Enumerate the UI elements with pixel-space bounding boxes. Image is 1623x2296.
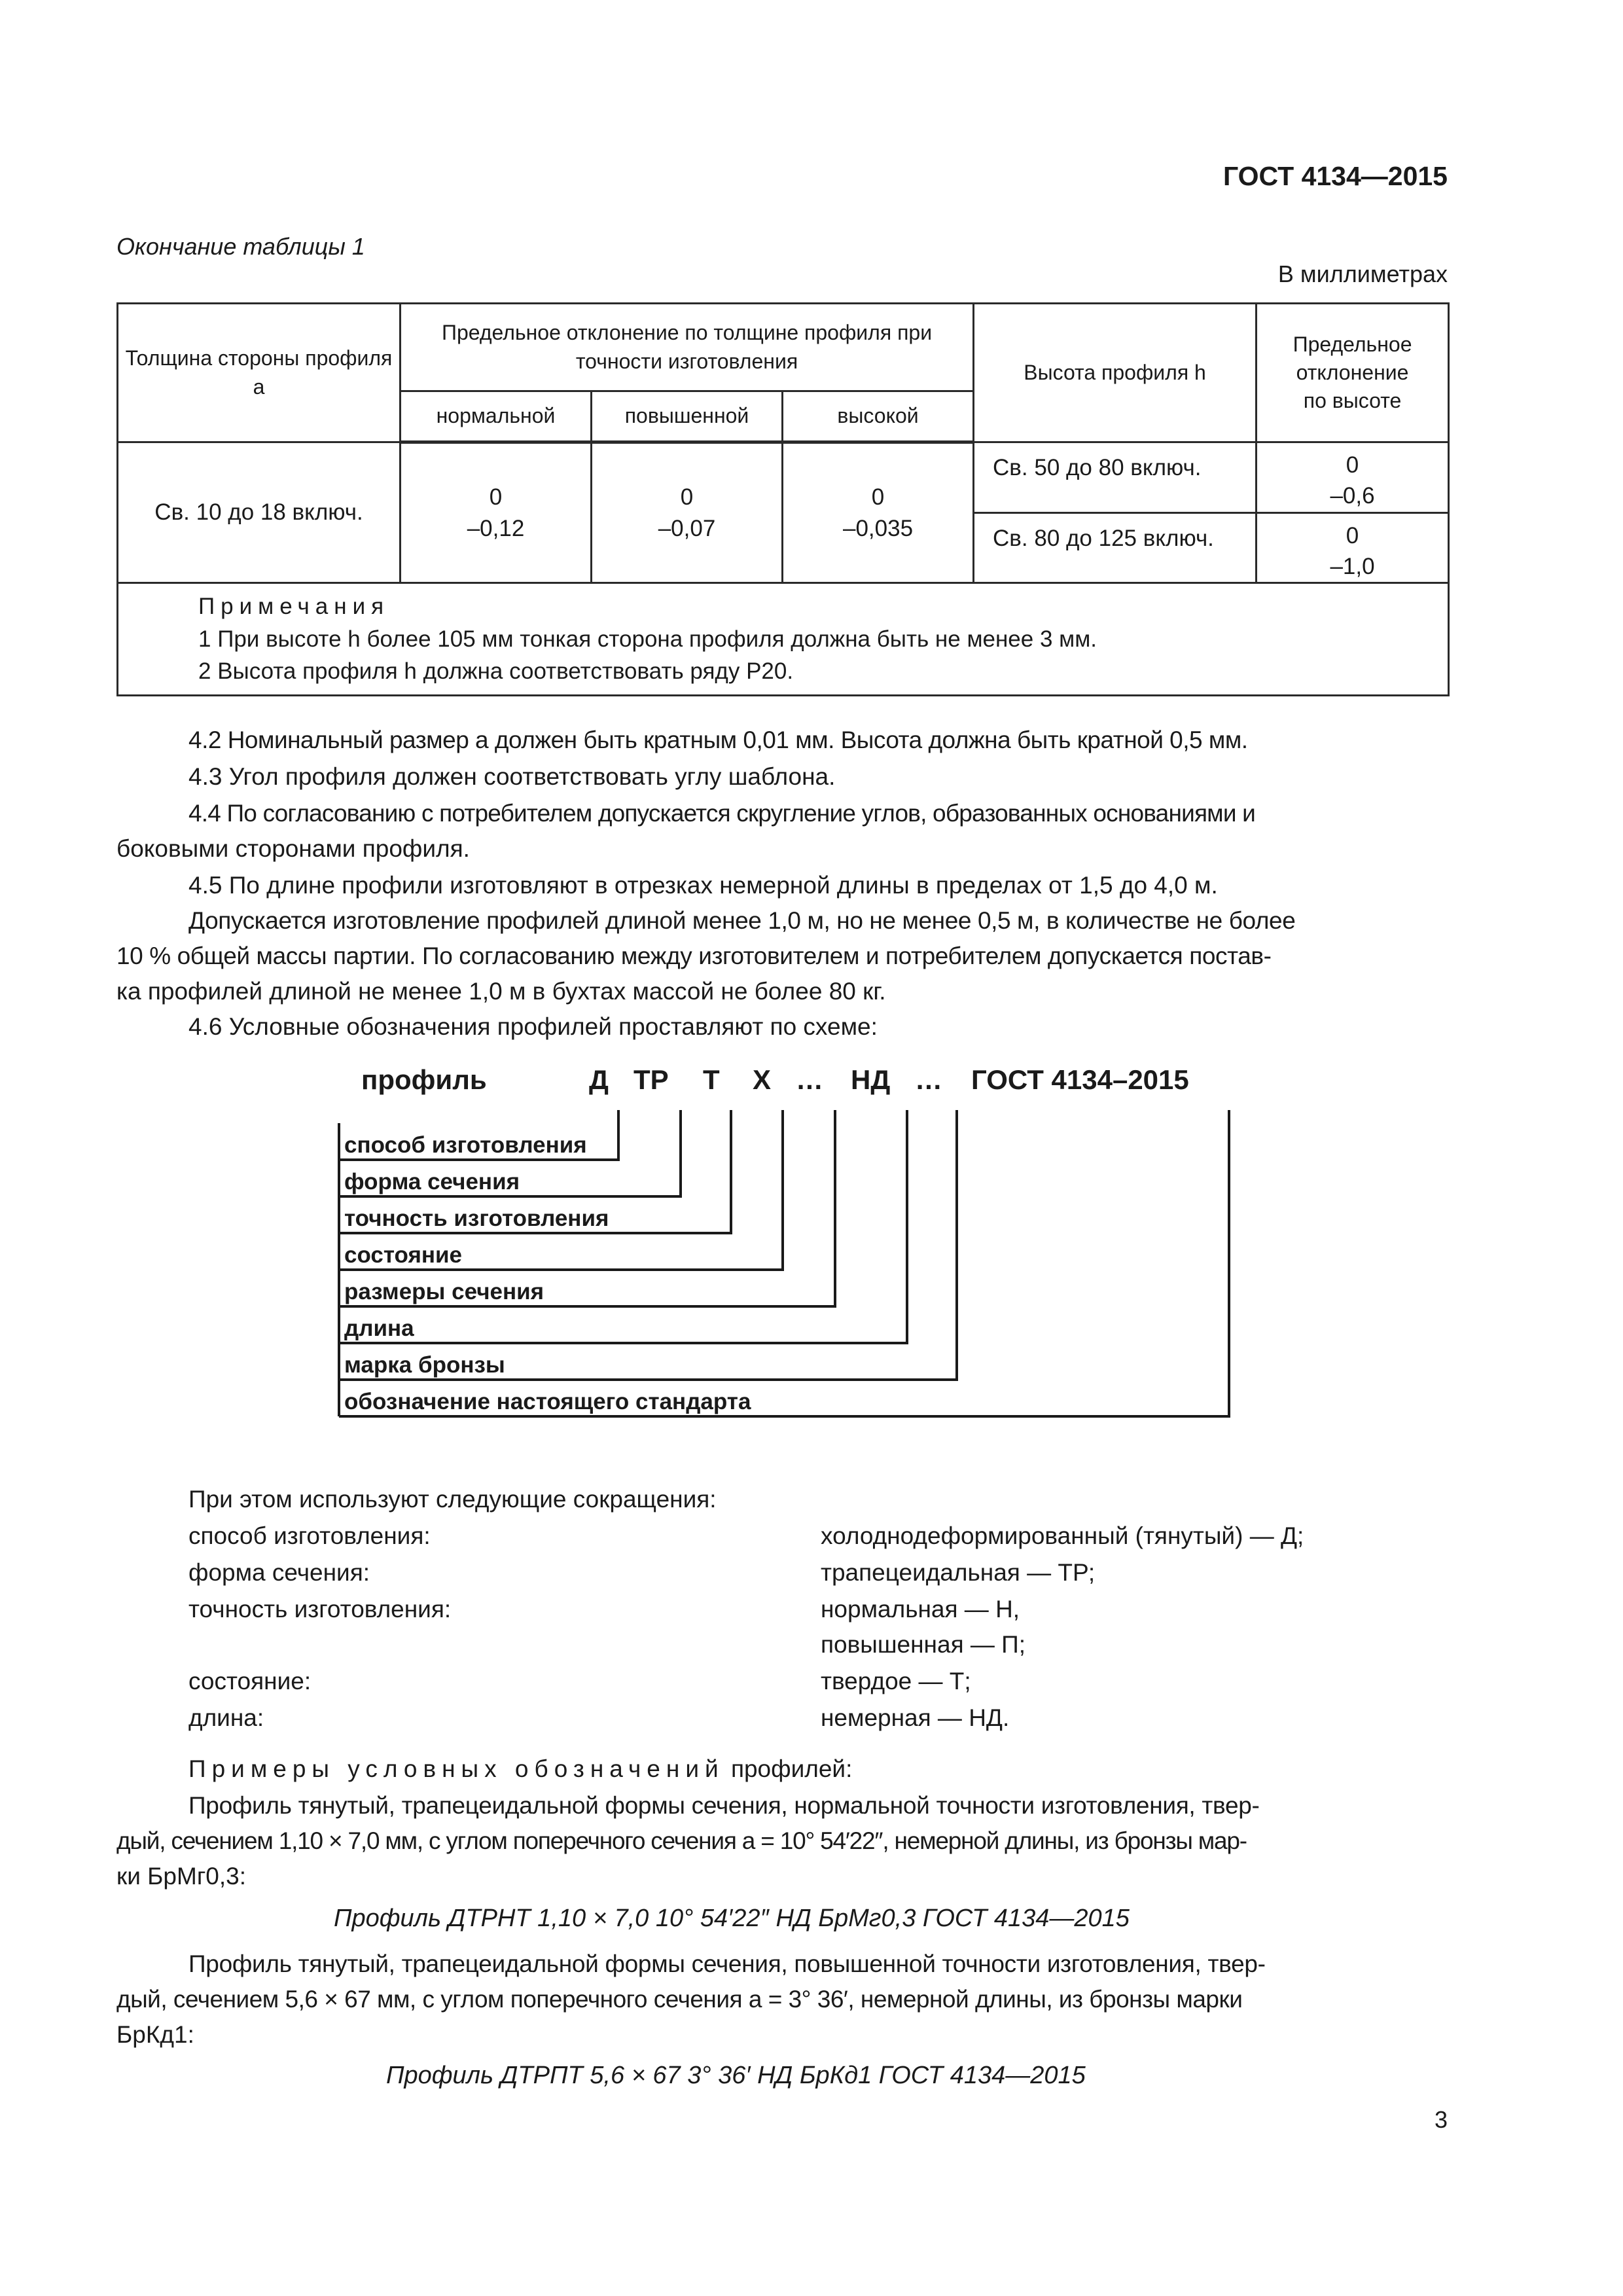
abbr-term: длина: xyxy=(188,1704,264,1731)
abbr-term: форма сечения: xyxy=(188,1559,370,1586)
abbr-term: точность изготовления: xyxy=(188,1596,452,1623)
examples-title: Примеры условных обозначений профилей: xyxy=(188,1755,853,1782)
cell-normal: 0 –0,12 xyxy=(401,442,592,583)
scheme-dots: … xyxy=(915,1064,942,1095)
note-item: 1 При высоте h более 105 мм тонкая сторона профиля должна быть не менее 3 мм. xyxy=(198,626,1097,652)
scheme-word: профиль xyxy=(361,1064,487,1095)
header-height: Высота профиля h xyxy=(974,304,1257,442)
scheme-item: точность изготовления xyxy=(344,1206,609,1231)
example-designation: Профиль ДТРНТ 1,10 × 7,0 10° 54′22″ НД БрМг0,3 ГОСТ 4134—2015 xyxy=(334,1905,1130,1932)
cell-height-dev: 0 –0,6 xyxy=(1257,442,1449,513)
scheme-code-x: Х xyxy=(753,1064,772,1095)
header-increased: повышенной xyxy=(592,391,783,442)
paragraph-4-4: 4.4 По согласованию с потребителем допускается скругление углов, образованных основаниями и xyxy=(188,800,1256,827)
scheme-item: состояние xyxy=(344,1242,462,1268)
scheme-code-gost: ГОСТ 4134–2015 xyxy=(971,1064,1189,1095)
abbr-value: немерная — НД. xyxy=(821,1704,1010,1731)
notes-title: Примечания xyxy=(198,594,390,619)
scheme-item: обозначение настоящего стандарта xyxy=(344,1389,751,1414)
cell-high: 0 –0,035 xyxy=(783,442,974,583)
header-high: высокой xyxy=(783,391,974,442)
header-side: Толщина стороны профиля а xyxy=(118,304,401,442)
scheme-code-nd: НД xyxy=(851,1064,891,1095)
cell-side: Св. 10 до 18 включ. xyxy=(118,442,401,583)
paragraph-4-6: 4.6 Условные обозначения профилей проставляют по схеме: xyxy=(188,1013,878,1040)
header-deviation-group: Предельное отклонение по толщине профиля при точности изготовления xyxy=(401,304,974,391)
note-item: 2 Высота профиля h должна соответствовать ряду Р20. xyxy=(198,658,794,685)
scheme-code-t: Т xyxy=(703,1064,720,1095)
abbreviations-intro: При этом используют следующие сокращения: xyxy=(188,1486,717,1513)
scheme-dots: … xyxy=(796,1064,823,1095)
example-text: дый, сечением 1,10 × 7,0 мм, с углом поперечного сечения а = 10° 54′22″, немерной длины, из бронзы мар- xyxy=(116,1827,1247,1854)
cell-height-range: Св. 80 до 125 включ. xyxy=(974,512,1257,583)
cell-increased: 0 –0,07 xyxy=(592,442,783,583)
example-text: Профиль тянутый, трапецеидальной формы сечения, нормальной точности изготовления, твер- xyxy=(188,1792,1260,1819)
paragraph-4-5: 4.5 По длине профили изготовляют в отрезках немерной длины в пределах от 1,5 до 4,0 м. xyxy=(188,872,1218,899)
example-text: БрКд1: xyxy=(116,2021,194,2048)
scheme-item: длина xyxy=(344,1316,414,1341)
paragraph-4-5-b3: ка профилей длиной не менее 1,0 м в бухтах массой не более 80 кг. xyxy=(116,978,886,1005)
abbr-value: нормальная — Н, xyxy=(821,1596,1020,1623)
scheme-item: способ изготовления xyxy=(344,1132,587,1158)
header-height-deviation: Предельное отклонение по высоте xyxy=(1257,304,1449,442)
page-number: 3 xyxy=(1434,2106,1448,2133)
document-code: ГОСТ 4134—2015 xyxy=(1222,161,1448,191)
paragraph-4-3: 4.3 Угол профиля должен соответствовать углу шаблона. xyxy=(188,763,836,790)
scheme-item: размеры сечения xyxy=(344,1279,544,1304)
header-normal: нормальной xyxy=(401,391,592,442)
paragraph-4-2: 4.2 Номинальный размер а должен быть кратным 0,01 мм. Высота должна быть кратной 0,5 мм. xyxy=(188,726,1248,753)
scheme-item: марка бронзы xyxy=(344,1352,505,1378)
cell-height-range: Св. 50 до 80 включ. xyxy=(974,442,1257,513)
paragraph-4-5-b1: Допускается изготовление профилей длиной менее 1,0 м, но не менее 0,5 м, в количестве не более xyxy=(188,907,1296,934)
abbr-term: способ изготовления: xyxy=(188,1522,431,1549)
abbr-value: холоднодеформированный (тянутый) — Д; xyxy=(821,1522,1304,1549)
example-designation: Профиль ДТРПТ 5,6 × 67 3° 36′ НД БрКд1 ГОСТ 4134—2015 xyxy=(386,2062,1086,2089)
paragraph-4-4-cont: боковыми сторонами профиля. xyxy=(116,835,470,862)
cell-height-dev: 0 –1,0 xyxy=(1257,512,1449,583)
abbr-value: трапецеидальная — ТР; xyxy=(821,1559,1096,1586)
scheme-item: форма сечения xyxy=(344,1169,520,1194)
example-text: ки БрМг0,3: xyxy=(116,1863,247,1890)
table-units: В миллиметрах xyxy=(1277,260,1448,287)
scheme-code-d: Д xyxy=(589,1064,609,1095)
table-caption: Окончание таблицы 1 xyxy=(116,233,365,260)
scheme-code-tr: ТР xyxy=(633,1064,669,1095)
example-text: дый, сечением 5,6 × 67 мм, с углом поперечного сечения а = 3° 36′, немерной длины, из бронзы марки xyxy=(116,1986,1243,2013)
abbr-term: состояние: xyxy=(188,1668,312,1695)
example-text: Профиль тянутый, трапецеидальной формы сечения, повышенной точности изготовления, твер- xyxy=(188,1950,1266,1977)
abbr-value: повышенная — П; xyxy=(821,1631,1026,1658)
abbr-value: твердое — Т; xyxy=(821,1668,971,1695)
paragraph-4-5-b2: 10 % общей массы партии. По согласованию между изготовителем и потребителем допускается постав- xyxy=(116,942,1272,969)
